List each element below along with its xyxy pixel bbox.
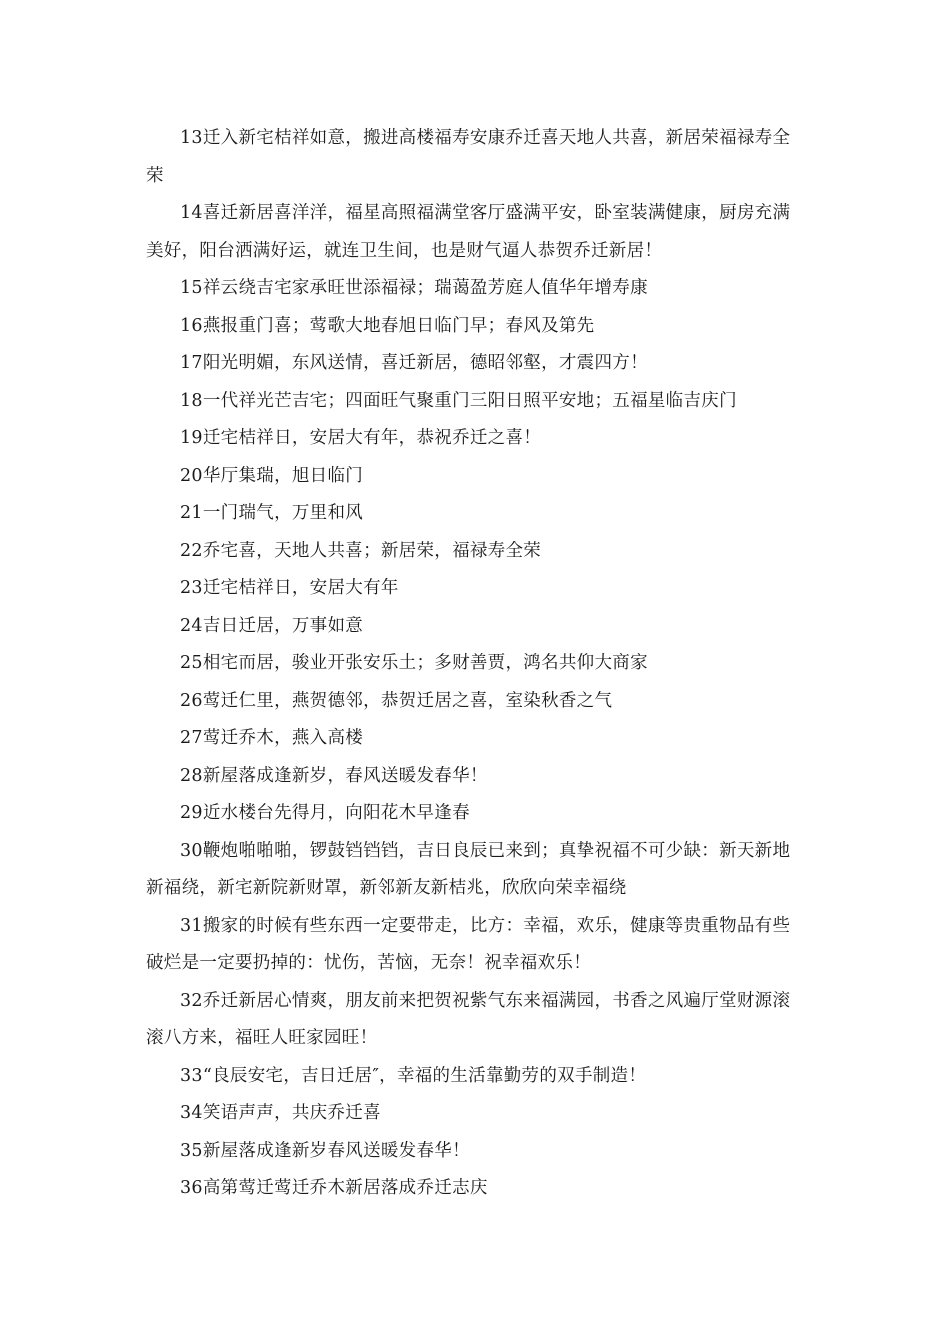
paragraph-33: 33“良辰安宅，吉日迁居″，幸福的生活靠勤劳的双手制造！	[180, 1065, 647, 1086]
paragraph-26: 26莺迁仁里，燕贺德邻，恭贺迁居之喜，室染秋香之气	[180, 690, 613, 711]
paragraph-29: 29近水楼台先得月，向阳花木早逢春	[180, 803, 470, 823]
paragraph-23: 23迁宅桔祥日，安居大有年	[180, 578, 399, 598]
paragraph-34: 34笑语声声，共庆乔迁喜	[180, 1103, 381, 1123]
paragraph-30: 30鞭炮啪啪啪，锣鼓铛铛铛，吉日良辰已来到；真挚祝福不可少缺：新天新地新福绕，新宅新院新财罩，新邻新友新桔兆，欣欣向荣幸福绕	[146, 840, 791, 898]
paragraph-27: 27莺迁乔木，燕入高楼	[180, 728, 364, 748]
paragraph-17: 17阳光明媚，东风送情，喜迁新居，德昭邻壑，才震四方！	[180, 353, 648, 373]
paragraph-15: 15祥云绕吉宅家承旺世添福禄；瑞蔼盈芳庭人值华年增寿康	[180, 278, 648, 298]
paragraph-25: 25相宅而居，骏业开张安乐土；多财善贾，鸿名共仰大商家	[180, 653, 648, 673]
paragraph-14: 14喜迁新居喜洋洋，福星高照福满堂客厅盛满平安，卧室装满健康，厨房充满美好，阳台洒满好运，就连卫生间，也是财气逼人恭贺乔迁新居！	[146, 203, 791, 261]
paragraph-31: 31搬家的时候有些东西一定要带走，比方：幸福，欢乐，健康等贵重物品有些破烂是一定要扔掉的：忧伤，苦恼，无奈！祝幸福欢乐！	[146, 915, 791, 973]
paragraph-19: 19迁宅桔祥日，安居大有年，恭祝乔迁之喜！	[180, 428, 542, 448]
paragraph-13: 13迁入新宅桔祥如意，搬进高楼福寿安康乔迁喜天地人共喜，新居荣福禄寿全荣	[146, 128, 791, 186]
document-body	[146, 120, 804, 1208]
paragraph-16: 16燕报重门喜；莺歌大地春旭日临门早；春风及第先	[180, 315, 595, 336]
paragraph-22: 22乔宅喜，天地人共喜；新居荣，福禄寿全荣	[180, 540, 542, 561]
paragraph-32: 32乔迁新居心情爽，朋友前来把贺祝紫气东来福满园，书香之风遍厅堂财源滚滚八方来，福旺人旺家园旺！	[146, 990, 791, 1048]
paragraph-35: 35新屋落成逢新岁春风送暖发春华！	[180, 1140, 470, 1161]
paragraph-28: 28新屋落成逢新岁，春风送暖发春华！	[180, 765, 488, 786]
paragraph-36: 36高第莺迁莺迁乔木新居落成乔迁志庆	[180, 1178, 488, 1198]
paragraph-24: 24吉日迁居，万事如意	[180, 615, 364, 636]
paragraph-21: 21一门瑞气，万里和风	[180, 503, 364, 523]
paragraph-18: 18一代祥光芒吉宅；四面旺气聚重门三阳日照平安地；五福星临吉庆门	[180, 390, 737, 411]
paragraph-20: 20华厅集瑞，旭日临门	[180, 465, 364, 486]
